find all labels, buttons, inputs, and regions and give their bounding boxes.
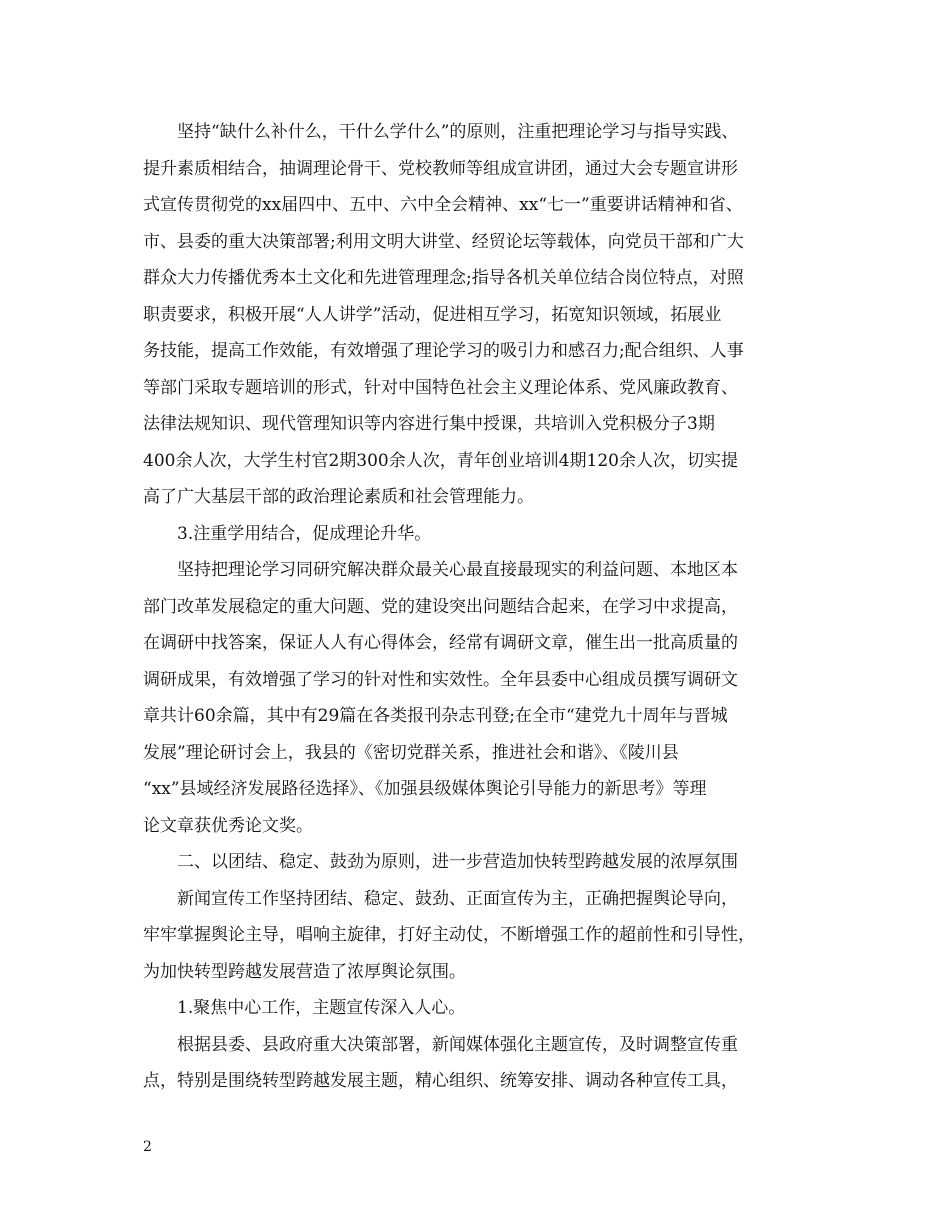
text-line: 根据县委、县政府重大决策部署，新闻媒体强化主题宣传，及时调整宣传重 (177, 1034, 738, 1055)
text-line: 400余人次，大学生村官2期300余人次，青年创业培训4期120余人次，切实提 (143, 450, 738, 471)
text-line: 为加快转型跨越发展营造了浓厚舆论氛围。 (143, 961, 466, 982)
text-line: 调研成果，有效增强了学习的针对性和实效性。全年县委中心组成员撰写调研文 (143, 669, 738, 690)
text-line: 点，特别是围绕转型跨越发展主题，精心组织、统筹安排、调动各种宣传工具， (143, 1071, 738, 1091)
body-text (143, 114, 823, 1100)
text-line: 提升素质相结合，抽调理论骨干、党校教师等组成宣讲团，通过大会专题宣讲形 (143, 158, 738, 179)
text-line: 等部门采取专题培训的形式，针对中国特色社会主义理论体系、党风廉政教育、 (143, 377, 738, 398)
text-line: 论文章获优秀论文奖。 (143, 815, 313, 836)
text-line: 章共计60余篇，其中有29篇在各类报刊杂志刊登;在全市“建党九十周年与晋城 (143, 706, 728, 726)
text-line: 式宣传贯彻党的xx届四中、五中、六中全会精神、xx“七一”重要讲话精神和省、 (143, 195, 743, 215)
text-line: 市、县委的重大决策部署;利用文明大讲堂、经贸论坛等载体，向党员干部和广大 (143, 231, 744, 252)
section-heading: 1.聚焦中心工作，主题宣传深入人心。 (177, 998, 466, 1018)
section-heading: 3.注重学用结合，促成理论升华。 (177, 523, 432, 544)
text-line: 发展”理论研讨会上，我县的《密切党群关系，推进社会和谐》、《陵川县 (143, 742, 679, 763)
text-line: 高了广大基层干部的政治理论素质和社会管理能力。 (143, 487, 534, 507)
text-line: 法律法规知识、现代管理知识等内容进行集中授课，共培训入党积极分子3期 (143, 414, 715, 434)
section-heading: 二、以团结、稳定、鼓劲为原则，进一步营造加快转型跨越发展的浓厚氛围 (177, 852, 738, 872)
text-line: 坚持把理论学习同研究解决群众最关心最直接最现实的利益问题、本地区本 (177, 560, 738, 580)
text-line: “xx”县域经济发展路径选择》、《加强县级媒体舆论引导能力的新思考》等理 (143, 779, 707, 799)
text-line: 在调研中找答案，保证人人有心得体会，经常有调研文章，催生出一批高质量的 (143, 633, 738, 653)
text-line: 群众大力传播优秀本土文化和先进管理理念;指导各机关单位结合岗位特点，对照 (143, 268, 744, 288)
text-line: 牢牢掌握舆论主导，唱响主旋律，打好主动仗，不断增强工作的超前性和引导性， (143, 925, 755, 945)
text-line: 部门改革发展稳定的重大问题、党的建设突出问题结合起来，在学习中求提高， (143, 596, 738, 617)
text-line: 职责要求，积极开展“人人讲学”活动，促进相互学习，拓宽知识领域，拓展业 (143, 304, 722, 325)
page-number: 2 (143, 1139, 152, 1155)
text-line: 务技能，提高工作效能，有效增强了理论学习的吸引力和感召力;配合组织、人事 (143, 341, 744, 361)
text-line: 坚持“缺什么补什么，干什么学什么”的原则，注重把理论学习与指导实践、 (177, 122, 739, 142)
text-line: 新闻宣传工作坚持团结、稳定、鼓劲、正面宣传为主，正确把握舆论导向， (177, 888, 738, 909)
